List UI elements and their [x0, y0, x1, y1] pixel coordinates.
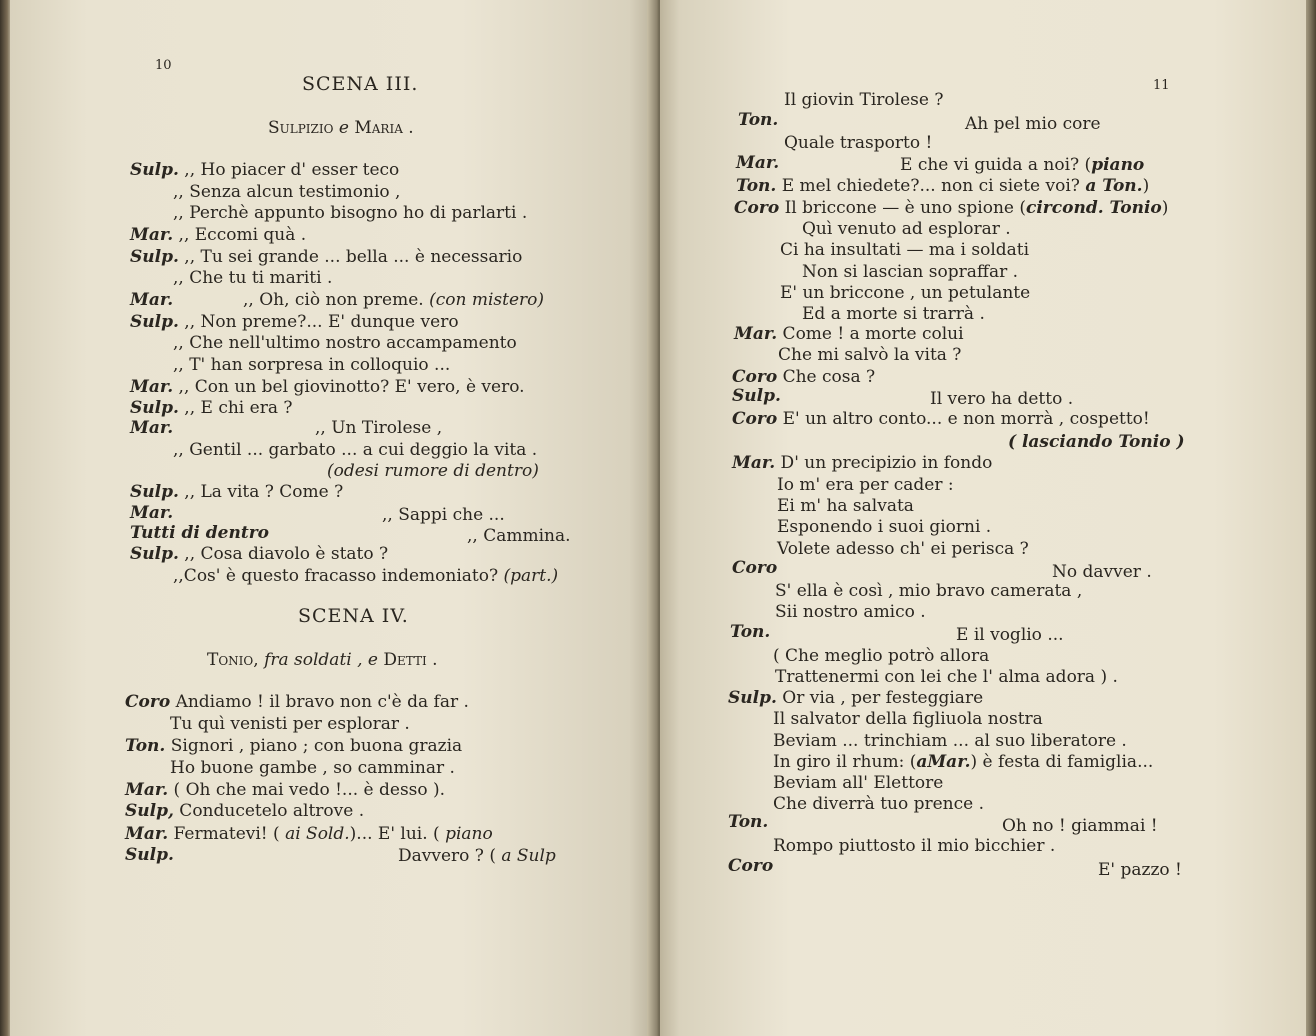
dialogue-line: Io m' era per cader : [777, 475, 954, 495]
dialogue-line: Quale trasporto ! [784, 133, 933, 153]
dialogue-line: Sulp. ,, Tu sei grande ... bella ... è necessario [130, 247, 523, 267]
dialogue-line: ,, Oh, ciò non preme. (con mistero) [243, 290, 545, 310]
dialogue-line: Esponendo i suoi giorni . [777, 517, 992, 537]
left-page [10, 0, 655, 1036]
dialogue-line: ,,Cos' è questo fracasso indemoniato? (part.) [173, 566, 559, 586]
dialogue-line: Ton. Signori , piano ; con buona grazia [125, 736, 463, 756]
dialogue-line: Coro Andiamo ! il bravo non c'è da far . [125, 692, 469, 712]
speaker: Coro [728, 856, 774, 876]
dialogue-line: ,, Cammina. [467, 526, 571, 546]
dialogue-line: Beviam ... trinchiam ... al suo liberatore . [773, 731, 1127, 751]
speaker: Ton. [730, 622, 771, 642]
dialogue-line: Ei m' ha salvata [777, 496, 914, 516]
dialogue-line: Mar. ,, Eccomi quà . [130, 225, 307, 245]
page-number: 10 [155, 58, 172, 73]
dialogue-line: Mar. ,, Con un bel giovinotto? E' vero, è vero. [130, 377, 525, 397]
dialogue-line: Il giovin Tirolese ? [784, 90, 944, 110]
dialogue-line: E' un briccone , un petulante [780, 283, 1031, 303]
speaker: Mar. [736, 153, 780, 173]
scene-title: SCENA IV. [298, 605, 409, 627]
speaker: Mar. [130, 290, 174, 310]
dialogue-line: Non si lascian sopraffar . [802, 262, 1019, 282]
speaker: Mar. [130, 418, 174, 438]
speaker: Ton. [728, 812, 769, 832]
dialogue-line: Volete adesso ch' ei perisca ? [777, 539, 1029, 559]
dialogue-line: In giro il rhum: (aMar.) è festa di famiglia... [773, 752, 1154, 772]
speaker: Mar. [130, 503, 174, 523]
speaker: Sulp. [732, 386, 781, 406]
dialogue-line: Mar. Come ! a morte colui [734, 324, 964, 344]
dialogue-line: Mar. Fermatevi! ( ai Sold.)... E' lui. ( piano [125, 824, 493, 844]
scene-characters: Tonio, fra soldati , e Detti . [207, 650, 438, 670]
dialogue-line: Il vero ha detto . [930, 389, 1074, 409]
dialogue-line: ,, Che tu ti mariti . [173, 268, 333, 288]
scene-characters: Sulpizio e Maria . [268, 118, 414, 138]
stage-direction: ( lasciando Tonio ) [1008, 432, 1185, 452]
dialogue-line: Che diverrà tuo prence . [773, 794, 985, 814]
stage-direction: (odesi rumore di dentro) [327, 461, 539, 481]
dialogue-line: Sulp. ,, Ho piacer d' esser teco [130, 160, 400, 180]
dialogue-line: Coro E' un altro conto... e non morrà , cospetto! [732, 409, 1150, 429]
dialogue-line: Coro Che cosa ? [732, 367, 876, 387]
dialogue-line: Sulp. ,, E chi era ? [130, 398, 293, 418]
dialogue-line: Ho buone gambe , so camminar . [170, 758, 455, 778]
dialogue-line: ,, Gentil ... garbato ... a cui deggio la vita . [173, 440, 538, 460]
page-number: 11 [1153, 78, 1170, 93]
dialogue-line: ,, Un Tirolese , [315, 418, 443, 438]
dialogue-line: Sulp. ,, Non preme?... E' dunque vero [130, 312, 459, 332]
speaker: Coro [732, 558, 778, 578]
speaker: Tutti di dentro [130, 523, 270, 543]
dialogue-line: E' pazzo ! [1098, 860, 1182, 880]
dialogue-line: Coro Il briccone — è uno spione (circond. Tonio) [734, 198, 1169, 218]
dialogue-line: S' ella è così , mio bravo camerata , [775, 581, 1083, 601]
speaker: Ton. [738, 110, 779, 130]
dialogue-line: E il voglio ... [956, 625, 1064, 645]
speaker: Sulp. [125, 845, 174, 865]
dialogue-line: No davver . [1052, 562, 1152, 582]
dialogue-line: Ed a morte si trarrà . [802, 304, 985, 324]
dialogue-line: Beviam all' Elettore [773, 773, 944, 793]
dialogue-line: Ah pel mio core [965, 114, 1101, 134]
dialogue-line: Sulp. Or via , per festeggiare [728, 688, 984, 708]
dialogue-line: Sulp. ,, Cosa diavolo è stato ? [130, 544, 389, 564]
dialogue-line: Il salvator della figliuola nostra [773, 709, 1043, 729]
dialogue-line: Sii nostro amico . [775, 602, 926, 622]
dialogue-line: ,, Che nell'ultimo nostro accampamento [173, 333, 517, 353]
dialogue-line: ( Che meglio potrò allora [773, 646, 990, 666]
dialogue-line: Sulp, Conducetelo altrove . [125, 801, 365, 821]
dialogue-line: Ci ha insultati — ma i soldati [780, 240, 1030, 260]
dialogue-line: Quì venuto ad esplorar . [802, 219, 1011, 239]
dialogue-line: Rompo piuttosto il mio bicchier . [773, 836, 1056, 856]
dialogue-line: Ton. E mel chiedete?... non ci siete voi? a Ton.) [736, 176, 1150, 196]
dialogue-line: ,, Senza alcun testimonio , [173, 182, 401, 202]
dialogue-line: Oh no ! giammai ! [1002, 816, 1158, 836]
dialogue-line: ,, Perchè appunto bisogno ho di parlarti . [173, 203, 528, 223]
book-edge-right [1306, 0, 1316, 1036]
dialogue-line: ,, Sappi che ... [382, 505, 505, 525]
dialogue-line: Trattenermi con lei che l' alma adora ) . [775, 667, 1118, 687]
scene-title: SCENA III. [302, 73, 419, 95]
dialogue-line: ,, T' han sorpresa in colloquio ... [173, 355, 451, 375]
dialogue-line: Mar. ( Oh che mai vedo !... è desso ). [125, 780, 446, 800]
dialogue-line: Mar. D' un precipizio in fondo [732, 453, 993, 473]
dialogue-line: Tu quì venisti per esplorar . [170, 714, 410, 734]
dialogue-line: Sulp. ,, La vita ? Come ? [130, 482, 344, 502]
dialogue-line: Che mi salvò la vita ? [778, 345, 962, 365]
right-page [660, 0, 1312, 1036]
dialogue-line: E che vi guida a noi? (piano [900, 155, 1145, 175]
dialogue-line: Davvero ? ( a Sulp [398, 846, 556, 866]
